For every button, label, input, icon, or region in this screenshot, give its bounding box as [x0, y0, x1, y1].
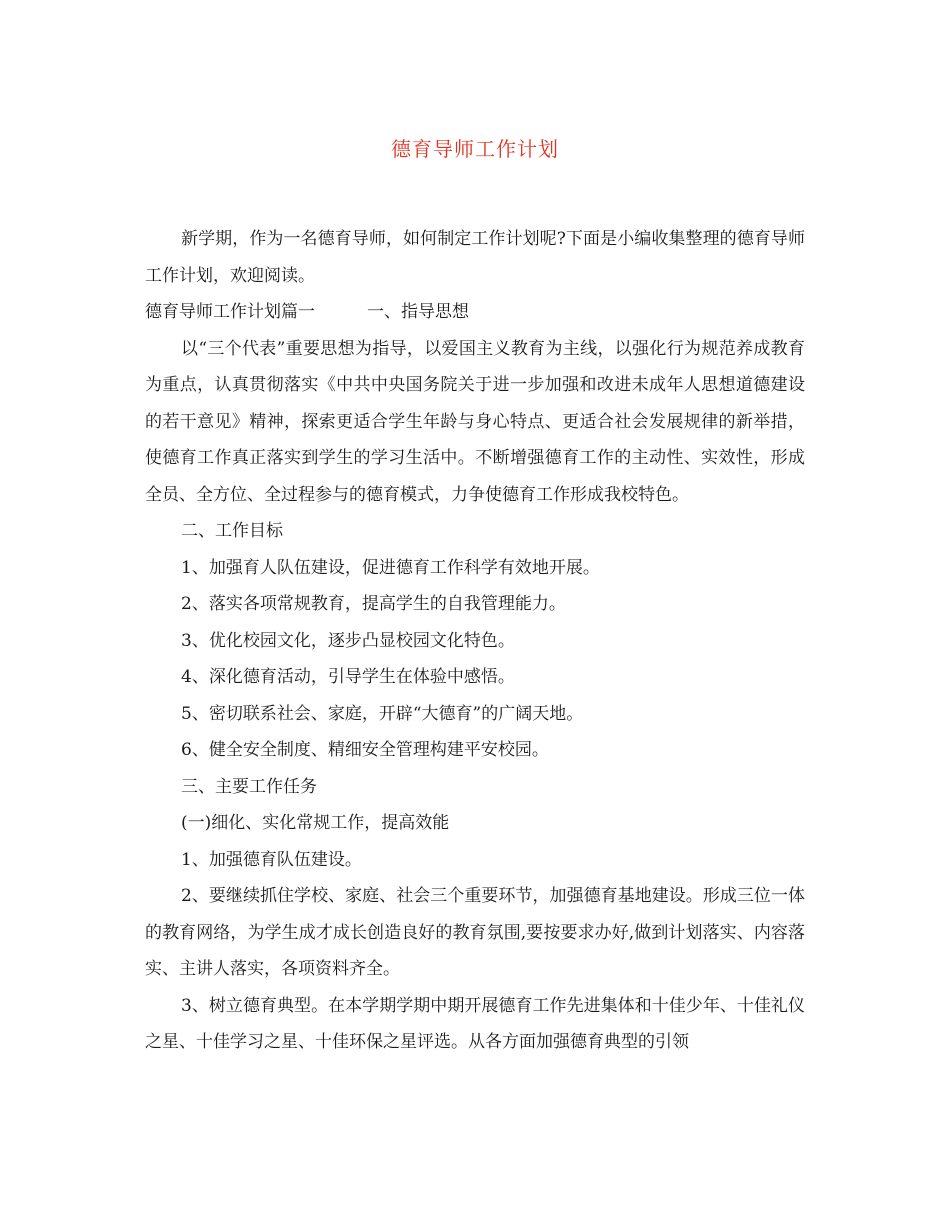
document-body: [145, 221, 805, 1061]
task-subheading: (一)细化、实化常规工作，提高效能: [181, 813, 450, 833]
task-item: 1、加强德育队伍建设。: [181, 849, 362, 870]
goals-heading: 二、工作目标: [181, 521, 283, 541]
tasks-heading: 三、主要工作任务: [181, 776, 317, 797]
guiding-paragraph: 以“三个代表”重要思想为指导，以爱国主义教育为主线，以强化行为规范养成教育为重点，认真贯彻落实《中共中央国务院关于进一步加强和改进未成年人思想道德建设的若干意见》精神，探索更适合学生年龄与身心特点、更适合社会发展规律的新举措，使德育工作真正落实到学生的学习生活中。不断增强德育工作的主动性、实效性，形成全员、全方位、全过程参与的德育模式，力争使德育工作形成我校特色。: [145, 338, 805, 505]
goal-item: 4、深化德育活动，引导学生在体验中感悟。: [181, 667, 515, 687]
task-item: 2、要继续抓住学校、家庭、社会三个重要环节，加强德育基地建设。形成三位一体的教育网络，为学生成才成长创造良好的教育氛围,要按要求办好,做到计划落实、内容落实、主讲人落实，各项资料齐全。: [145, 886, 805, 979]
task-item: 3、树立德育典型。在本学期学期中期开展德育工作先进集体和十佳少年、十佳礼仪之星、十佳学习之星、十佳环保之星评选。从各方面加强德育典型的引领: [145, 995, 805, 1052]
goal-item: 6、健全安全制度、精细安全管理构建平安校园。: [181, 740, 549, 760]
goal-item: 5、密切联系社会、家庭，开辟“大德育”的广阔天地。: [181, 703, 584, 724]
part-heading: 德育导师工作计划篇一: [145, 302, 315, 322]
intro-paragraph: 新学期，作为一名德育导师，如何制定工作计划呢?下面是小编收集整理的德育导师工作计划，欢迎阅读。: [145, 229, 805, 286]
goal-item: 2、落实各项常规教育，提高学生的自我管理能力。: [181, 594, 566, 614]
goal-item: 3、优化校园文化，逐步凸显校园文化特色。: [181, 630, 515, 651]
goal-item: 1、加强育人队伍建设，促进德育工作科学有效地开展。: [181, 557, 600, 578]
section-heading-line: [145, 294, 805, 331]
document-title: 德育导师工作计划: [391, 137, 559, 161]
guiding-heading: 一、指导思想: [367, 302, 469, 322]
